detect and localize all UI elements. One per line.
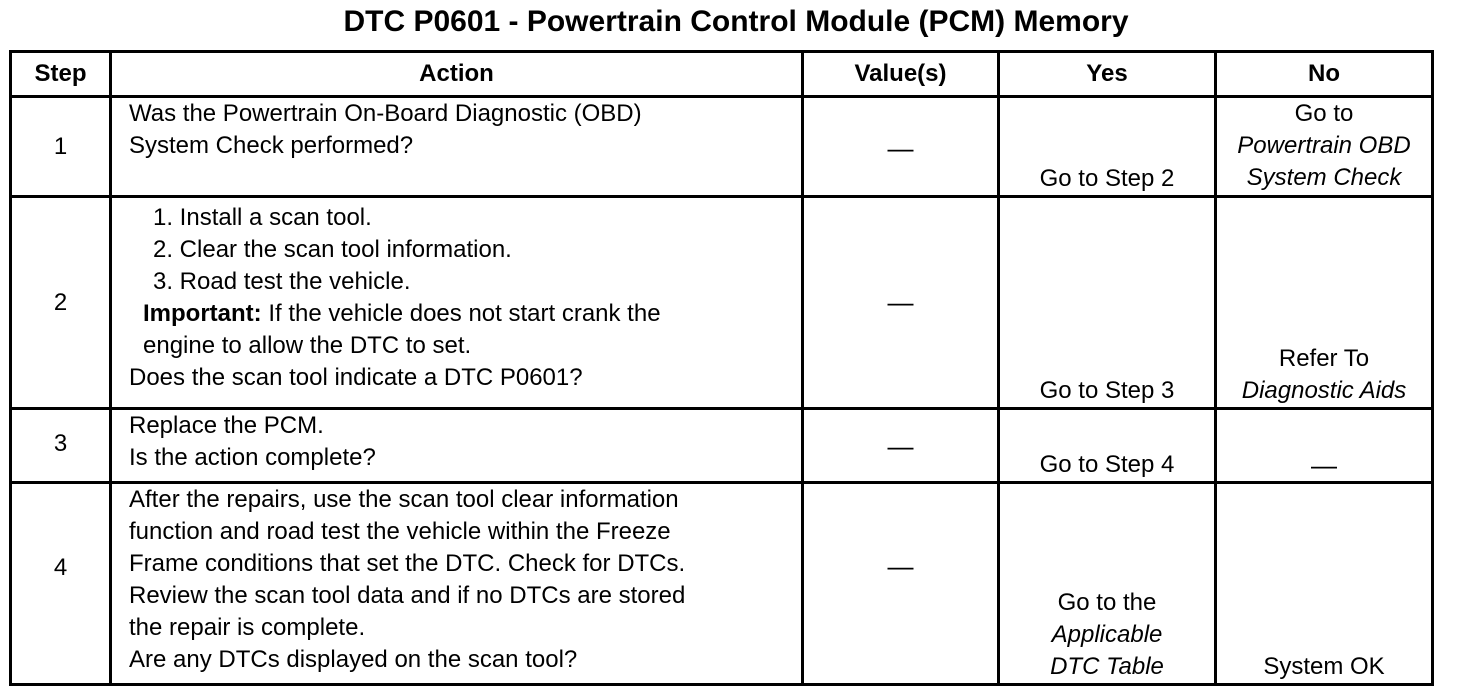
value-dash: —: [887, 287, 914, 317]
yes-cell: [999, 483, 1216, 685]
action-line: Frame conditions that set the DTC. Check for DTCs.: [129, 550, 686, 577]
yes-text: Go to Step 2: [1039, 165, 1175, 192]
step-cell: [11, 409, 111, 483]
list-item: 1. Install a scan tool.: [153, 204, 372, 231]
value-dash: —: [887, 551, 914, 581]
yes-cell: [999, 409, 1216, 483]
step-number: 2: [53, 288, 68, 316]
important-note-cont: engine to allow the DTC to set.: [143, 332, 472, 359]
value-cell: [803, 409, 999, 483]
header-yes: Yes: [999, 52, 1216, 97]
diagnostic-table: [9, 50, 1434, 686]
list-item: 3. Road test the vehicle.: [153, 268, 411, 295]
action-line: After the repairs, use the scan tool clear information: [129, 486, 679, 513]
important-label: Important:: [143, 300, 262, 327]
yes-link-text: DTC Table: [1050, 653, 1164, 680]
header-action: Action: [111, 52, 803, 97]
no-link-text: System Check: [1246, 164, 1402, 191]
no-link-text: Powertrain OBD: [1237, 132, 1411, 159]
no-link-text: Diagnostic Aids: [1241, 377, 1407, 404]
step-cell: [11, 483, 111, 685]
table-row: [11, 409, 1433, 483]
value-dash: —: [887, 431, 914, 461]
no-text: System OK: [1263, 653, 1385, 680]
action-line: Is the action complete?: [129, 444, 376, 471]
list-item: 2. Clear the scan tool information.: [153, 236, 512, 263]
value-dash: —: [887, 133, 914, 163]
action-line: the repair is complete.: [129, 614, 366, 641]
step-number: 1: [53, 132, 68, 160]
header-no: No: [1216, 52, 1433, 97]
no-cell: [1216, 197, 1433, 409]
action-question: Are any DTCs displayed on the scan tool?: [129, 646, 578, 673]
table-row: [11, 197, 1433, 409]
value-cell: [803, 483, 999, 685]
page-title: DTC P0601 - Powertrain Control Module (PCM) Memory: [343, 5, 1129, 38]
action-question: Does the scan tool indicate a DTC P0601?: [129, 364, 583, 391]
action-line: Replace the PCM.: [129, 412, 324, 439]
step-cell: [11, 197, 111, 409]
no-cell: [1216, 409, 1433, 483]
important-text: If the vehicle does not start crank the: [261, 300, 661, 327]
no-dash: —: [1311, 450, 1337, 480]
action-line: Review the scan tool data and if no DTCs are stored: [129, 582, 686, 609]
yes-cell: [999, 197, 1216, 409]
value-cell: [803, 97, 999, 197]
action-cell: [111, 409, 803, 483]
important-note: [129, 298, 797, 330]
header-step: Step: [11, 52, 111, 97]
action-cell: [111, 97, 803, 197]
no-cell: [1216, 483, 1433, 685]
action-cell: [111, 483, 803, 685]
step-cell: [11, 97, 111, 197]
table-row: [11, 97, 1433, 197]
no-text: Go to: [1294, 100, 1354, 127]
yes-link-text: Applicable: [1051, 621, 1163, 648]
step-number: 3: [53, 430, 68, 457]
yes-text: Go to Step 4: [1039, 451, 1175, 478]
action-line: Was the Powertrain On-Board Diagnostic (OBD): [129, 100, 642, 127]
no-cell: [1216, 97, 1433, 197]
header-row: [11, 52, 1433, 97]
action-line: function and road test the vehicle within the Freeze: [129, 518, 671, 545]
value-cell: [803, 197, 999, 409]
table-row: [11, 483, 1433, 685]
no-text: Refer To: [1278, 345, 1370, 372]
yes-text: Go to the: [1057, 589, 1157, 616]
action-line: System Check performed?: [129, 132, 414, 159]
yes-text: Go to Step 3: [1039, 377, 1175, 404]
header-values: Value(s): [803, 52, 999, 97]
yes-cell: [999, 97, 1216, 197]
step-number: 4: [53, 554, 68, 581]
action-cell: [111, 197, 803, 409]
